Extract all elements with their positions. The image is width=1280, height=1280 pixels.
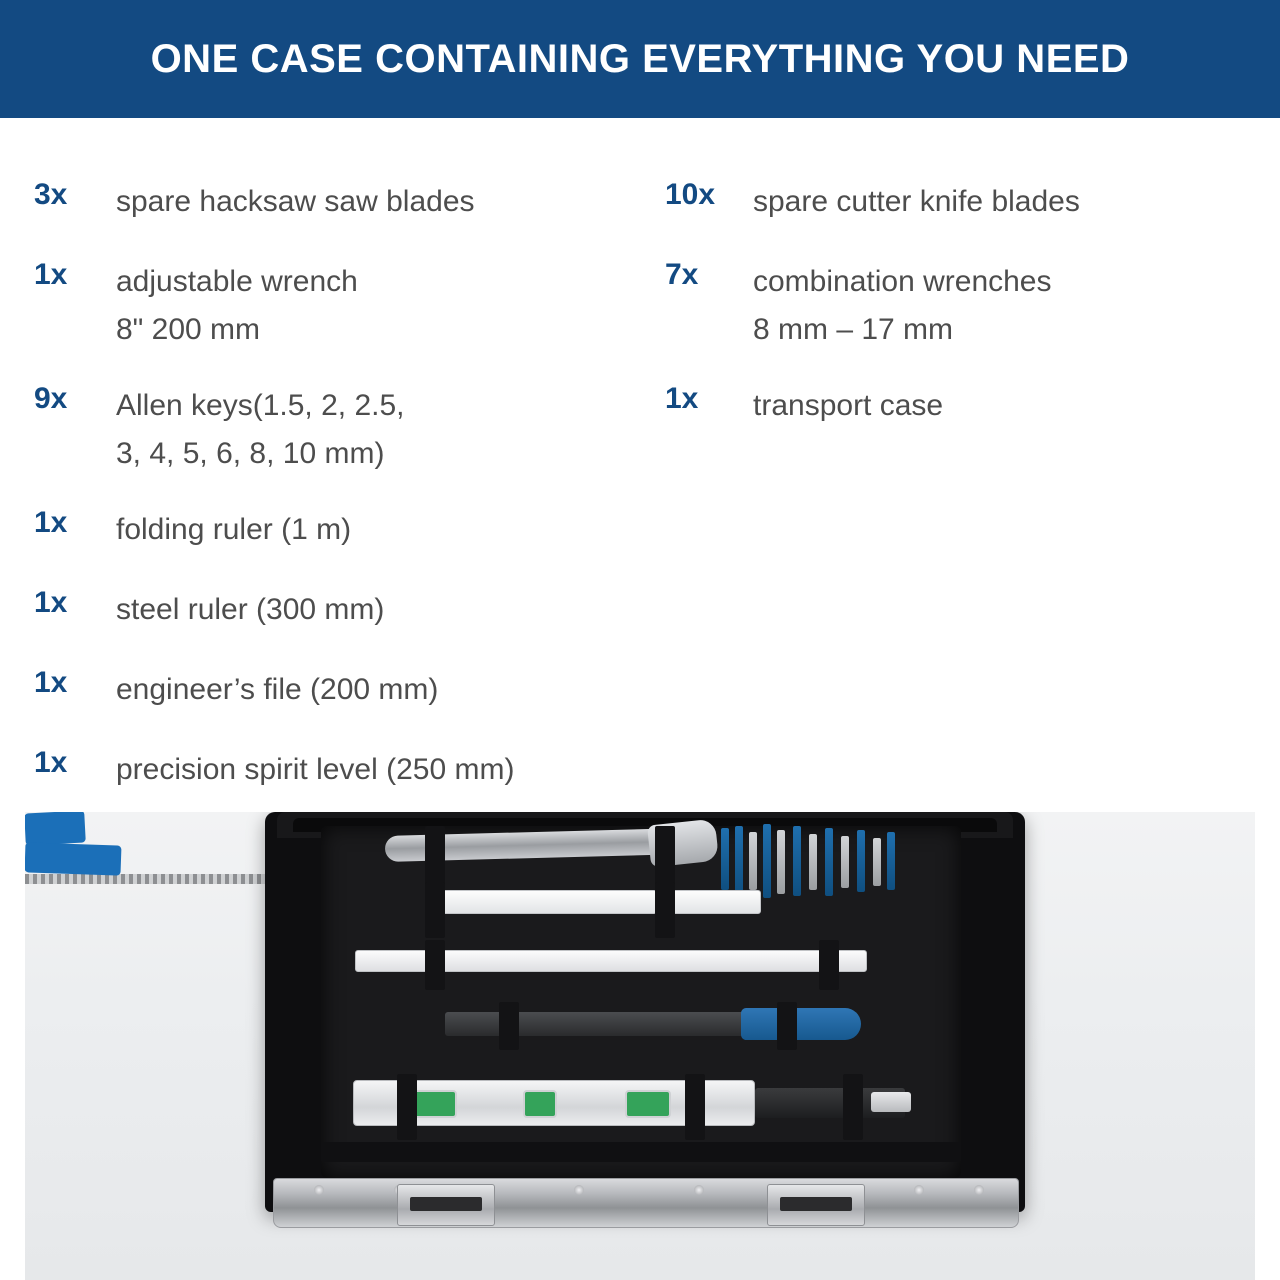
folding-ruler-tool bbox=[425, 890, 657, 914]
foam-strap bbox=[777, 1002, 797, 1050]
item-description-text: adjustable wrench bbox=[116, 265, 358, 298]
list-item bbox=[665, 382, 1250, 430]
item-quantity: 7x bbox=[665, 258, 699, 291]
item-description-text: combination wrenches bbox=[753, 265, 1052, 298]
case-latch-right bbox=[767, 1184, 865, 1226]
list-item bbox=[665, 258, 1250, 354]
item-description bbox=[753, 178, 1080, 226]
cutter-knife-blade bbox=[871, 1092, 911, 1112]
item-description bbox=[116, 506, 351, 554]
item-description-line2: 3, 4, 5, 6, 8, 10 mm) bbox=[116, 437, 385, 470]
case-latch-left bbox=[397, 1184, 495, 1226]
list-item bbox=[34, 506, 640, 554]
item-quantity: 1x bbox=[34, 666, 68, 699]
list-item bbox=[34, 666, 640, 714]
item-description-text: folding ruler (1 m) bbox=[116, 513, 352, 546]
foam-strap bbox=[425, 882, 445, 938]
foam-strap bbox=[425, 940, 445, 990]
item-description-text: precision spirit level (250 mm) bbox=[116, 753, 515, 786]
steel-ruler-sleeve-right bbox=[25, 842, 121, 875]
item-description-text: steel ruler (300 mm) bbox=[116, 593, 385, 626]
spirit-level-vial bbox=[523, 1090, 557, 1118]
item-quantity: 1x bbox=[34, 746, 68, 779]
item-quantity: 1x bbox=[34, 258, 68, 291]
item-quantity: 1x bbox=[34, 586, 68, 619]
engineers-file-tool bbox=[445, 1012, 745, 1036]
spirit-level-vial bbox=[625, 1090, 671, 1118]
list-item bbox=[34, 746, 640, 794]
foam-strap bbox=[819, 940, 839, 990]
item-description bbox=[116, 178, 475, 226]
product-photo-image bbox=[25, 812, 1255, 1280]
spirit-level-vial bbox=[411, 1090, 457, 1118]
foam-strap bbox=[843, 1074, 863, 1140]
item-quantity: 3x bbox=[34, 178, 68, 211]
item-description bbox=[753, 382, 943, 430]
contents-area bbox=[0, 118, 1280, 808]
contents-right-column bbox=[640, 178, 1250, 462]
item-description-text: transport case bbox=[753, 389, 944, 422]
item-description-text: spare cutter knife blades bbox=[753, 185, 1080, 218]
item-description bbox=[116, 746, 514, 794]
list-item bbox=[34, 258, 640, 354]
item-description-text: spare hacksaw saw blades bbox=[116, 185, 475, 218]
item-description-line2: 8" 200 mm bbox=[116, 313, 261, 346]
product-photo bbox=[25, 812, 1255, 1280]
item-description-text: Allen keys bbox=[116, 389, 253, 422]
list-item bbox=[34, 586, 640, 634]
list-item bbox=[665, 178, 1250, 226]
folding-ruler-segment bbox=[663, 890, 761, 914]
item-quantity: 10x bbox=[665, 178, 716, 211]
foam-strap-horizontal bbox=[321, 1142, 961, 1162]
item-description-text: engineer’s file (200 mm) bbox=[116, 673, 439, 706]
page-title: ONE CASE CONTAINING EVERYTHING YOU NEED bbox=[150, 37, 1130, 81]
header-banner bbox=[0, 0, 1280, 118]
case-frame bbox=[273, 1178, 1019, 1228]
item-description-detail: (1.5, 2, 2.5, bbox=[252, 389, 405, 422]
item-description bbox=[116, 382, 405, 478]
item-description bbox=[753, 258, 1052, 354]
item-description bbox=[116, 586, 384, 634]
item-quantity: 1x bbox=[34, 506, 68, 539]
foam-strap bbox=[397, 1074, 417, 1140]
item-description bbox=[116, 666, 438, 714]
contents-left-column bbox=[30, 178, 640, 826]
list-item bbox=[34, 382, 640, 478]
foam-strap bbox=[685, 1074, 705, 1140]
item-quantity: 9x bbox=[34, 382, 68, 415]
item-quantity: 1x bbox=[665, 382, 699, 415]
item-description-line2: 8 mm – 17 mm bbox=[753, 313, 954, 346]
item-description bbox=[116, 258, 358, 354]
list-item bbox=[34, 178, 640, 226]
hacksaw-blade bbox=[25, 874, 295, 884]
steel-ruler-sleeve-left bbox=[25, 812, 86, 846]
foam-strap bbox=[499, 1002, 519, 1050]
foam-strap bbox=[655, 882, 675, 938]
file-handle bbox=[741, 1008, 861, 1040]
